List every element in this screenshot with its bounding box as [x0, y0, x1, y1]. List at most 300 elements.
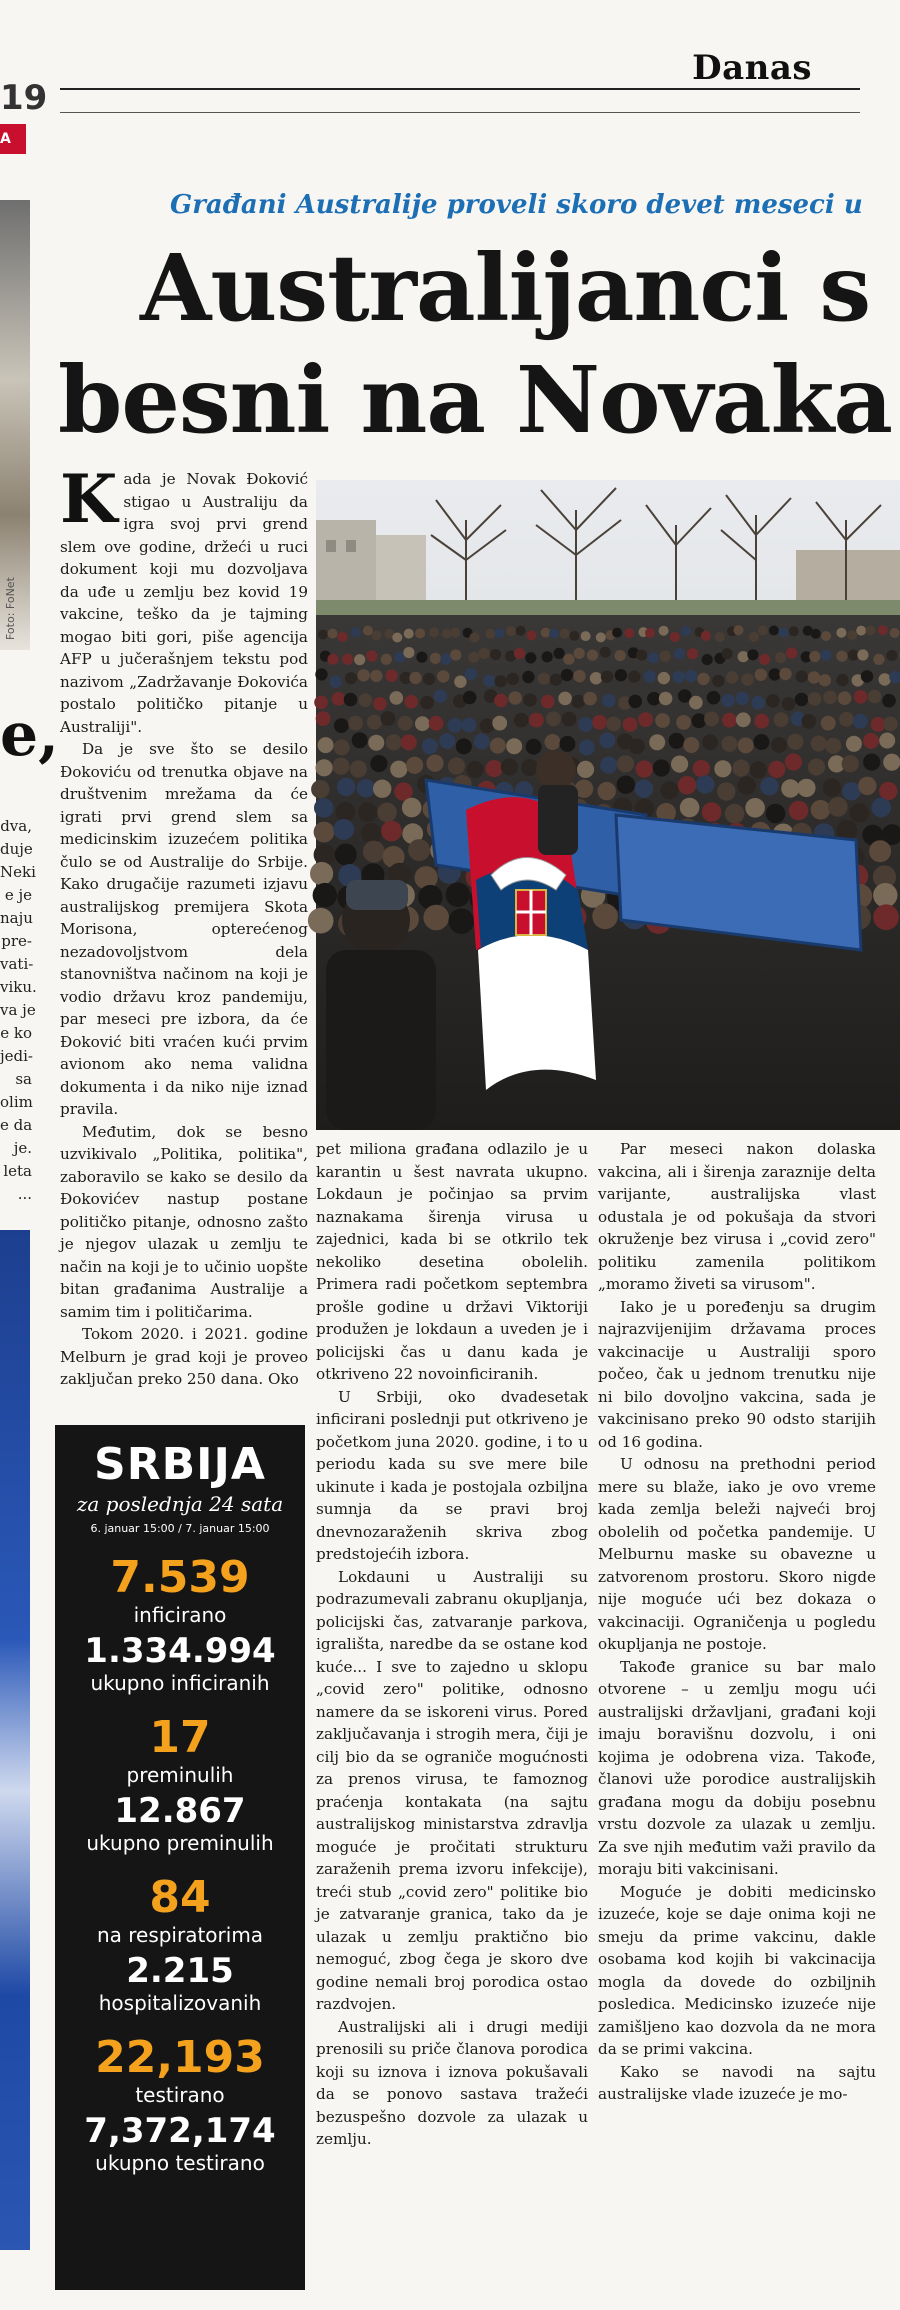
crowd-head	[766, 694, 780, 708]
crowd-head	[318, 737, 334, 753]
crowd-head	[687, 648, 698, 659]
crowd-head	[354, 654, 365, 665]
crowd-head	[334, 718, 349, 733]
crowd-head	[736, 712, 751, 727]
crowd-head	[856, 626, 866, 636]
crowd-head	[786, 648, 797, 659]
paragraph: Takođe granice su bar malo otvorene – u zemlju mogu ući australijski državljani, građani koji imaju boravišnu dozvolu, i oni kojima je odobrena viza. Takođe, članovi uže porodice australijskih građana mogu da dobiju posebnu vrstu dozvole za ulazak u zemlju. Za sve njih međutim važi pravilo da moraju biti vakcinisani.	[598, 1657, 876, 1878]
crowd-head	[334, 739, 350, 755]
crowd-head	[514, 648, 525, 659]
crowd-head	[554, 648, 565, 659]
crowd-head	[811, 800, 831, 820]
paragraph: Kako se navodi na sajtu australijske vlade izuzeće je mo-	[598, 2062, 876, 2103]
crowd-head	[680, 798, 700, 818]
crowd-head	[409, 672, 421, 684]
crowd-head	[381, 711, 396, 726]
crowd-head	[522, 671, 534, 683]
crowd-head	[440, 654, 451, 665]
crowd-head	[747, 649, 758, 660]
crowd-head	[507, 673, 519, 685]
crowd-head	[569, 631, 579, 641]
crowd-head	[796, 670, 808, 682]
crowd-head	[335, 844, 357, 866]
crowd-head	[659, 692, 673, 706]
crowd-head	[490, 649, 501, 660]
crowd-head	[550, 674, 562, 686]
paragraph: Međutim, dok se besno uzvikivalo „Politika, politika", zaboravilo se kako se desilo da Đokovićev nastup postane političko pitanje, odnosno zašto je njegov ulazak u zemlju te način na koji je to učinio uopšte bitan građanima Australije a samim tim i političarima.	[60, 1122, 308, 1321]
crowd-head	[808, 692, 822, 706]
crowd-head	[590, 672, 602, 684]
crowd-head	[778, 627, 788, 637]
paragraph: U Srbiji, oko dvadesetak inficirani poslednji put otkriveno je početkom juna 2020. godine, i to u periodu kada su sve mere bile ukinute i kada je postojala ozbiljna sumnja da se pravi broj dnevnozaraženih skriva zbog predstojećih izbora.	[316, 1387, 588, 1563]
crowd-head	[879, 733, 895, 749]
crowd-head	[314, 798, 334, 818]
crowd-head	[415, 716, 430, 731]
crowd-head	[890, 628, 900, 638]
paragraph: Australijski ali i drugi mediji prenosili su priče članova porodica koji su iznova i iznova pokušavali da se ponovo sastava tražeći bezuspešno dozvole za ulazak u zemlju.	[316, 2017, 588, 2148]
crowd-head	[344, 693, 358, 707]
crowd-head	[314, 822, 335, 843]
crowd-head	[486, 760, 503, 777]
article-headline	[58, 232, 892, 456]
crowd-head	[370, 755, 387, 772]
crowd-head	[883, 754, 900, 771]
crowd-head	[658, 672, 670, 684]
crowd-head	[789, 626, 799, 636]
crowd-head	[332, 758, 349, 775]
crowd-head	[697, 673, 709, 685]
crowd-head	[370, 670, 382, 682]
masthead-rule	[60, 88, 860, 90]
crowd-head	[836, 674, 848, 686]
paragraph: Moguće je dobiti medicinsko izuzeće, koje se daje onima koji ne smeju da prime vakcinu, dakle osobama kod kojih bi vakcinacija mogla da dovede do ozbiljnih posledica. Medicinsko izuzeće nije zamišljeno kao dozvola da ne mora da se primi vakcina.	[598, 1882, 876, 2058]
left-snippet: ...	[17, 1185, 32, 1203]
crowd-head	[821, 716, 836, 731]
crowd-head	[574, 648, 585, 659]
crowd-head	[373, 697, 387, 711]
stats-title: SRBIJA	[94, 1439, 266, 1490]
crowd-head	[508, 691, 522, 705]
left-snippet: va je	[0, 1001, 36, 1019]
crowd-head	[858, 777, 876, 795]
crowd-head	[310, 862, 333, 885]
crowd-head	[558, 692, 572, 706]
crowd-head	[392, 633, 402, 643]
left-snippet: jedi-	[0, 1047, 33, 1065]
crowd-head	[707, 691, 721, 705]
crowd-head	[823, 779, 841, 797]
crowd-head	[797, 779, 815, 797]
crowd-head	[722, 648, 733, 659]
stat-total: 1.334.994	[84, 1631, 276, 1671]
crowd-head	[868, 690, 882, 704]
crowd-head	[669, 733, 685, 749]
crowd-head	[735, 692, 749, 706]
crowd-head	[809, 651, 820, 662]
crowd-head	[404, 695, 418, 709]
crowd-head	[873, 904, 899, 930]
crowd-head	[702, 802, 722, 822]
paragraph: Da je sve što se desilo Đokoviću od trenutka objave na društvenim mrežama da će igrati prvi grend slem sa medicinskim izuzećem politika čulo se od Australije do Srbije. Kako drugačije razumeti izjavu australijskog premijera Skota Morisona, opterećenog nezadovoljstvom dela stanovništva načinom na koji je vodio državu kroz pandemiju, par meseci pre izbora, da će Đoković biti vraćen kući prvim avionom ako nema validna dokumenta i da niko nije iznad pravila.	[60, 740, 308, 1118]
crowd-head	[702, 654, 713, 665]
crowd-head	[782, 697, 796, 711]
crowd-head	[617, 755, 634, 772]
crowd-head	[316, 711, 331, 726]
crowd-head	[426, 755, 443, 772]
left-headline-fragment: e,	[0, 700, 60, 770]
crowd-head	[351, 627, 361, 637]
crowd-head	[581, 631, 591, 641]
headline-line-1: Australijanci s	[140, 234, 871, 342]
crowd-head	[775, 652, 786, 663]
crowd-head	[559, 736, 575, 752]
crowd-head	[506, 738, 522, 754]
crowd-head	[752, 696, 766, 710]
crowd-head	[601, 671, 613, 683]
crowd-head	[873, 654, 884, 665]
left-snippet: leta	[3, 1162, 32, 1180]
crowd-head	[468, 652, 479, 663]
crowd-head	[404, 629, 414, 639]
crowd-head	[866, 626, 876, 636]
crowd-head	[385, 670, 397, 682]
crowd-head	[599, 732, 615, 748]
crowd-head	[714, 760, 731, 777]
crowd-head	[434, 689, 448, 703]
crowd-head	[560, 629, 570, 639]
crowd-head	[485, 629, 495, 639]
crowd-head	[722, 713, 737, 728]
crowd-head	[879, 782, 897, 800]
paragraph: Par meseci nakon dolaska vakcina, ali i širenja zaraznije delta varijante, australijska vlast odustala je od pokušaja da stvori okruženje bez virusa i „covid zero" politiku zamenila politikom „moramo živeti sa virusom".	[598, 1140, 876, 1293]
crowd-head	[645, 628, 655, 638]
crowd-head	[373, 780, 391, 798]
crowd-head	[838, 691, 852, 705]
crowd-head	[474, 734, 490, 750]
crowd-head	[738, 737, 754, 753]
crowd-head	[683, 737, 699, 753]
crowd-head	[578, 717, 593, 732]
left-snippet: sa	[15, 1070, 32, 1088]
crowd-head	[332, 692, 346, 706]
crowd-head	[789, 801, 809, 821]
crowd-head	[545, 734, 561, 750]
crowd-head	[377, 803, 397, 823]
crowd-head	[371, 630, 381, 640]
crowd-head	[527, 630, 537, 640]
crowd-head	[769, 626, 779, 636]
crowd-head	[745, 798, 765, 818]
left-photo-fragment-blue	[0, 1230, 30, 2250]
article-column-2	[316, 1138, 588, 2151]
crowd-head	[615, 669, 627, 681]
crowd-head	[333, 819, 354, 840]
crowd-head	[749, 632, 759, 642]
crowd-head	[483, 675, 495, 687]
left-snippet: dva,	[0, 817, 32, 835]
crowd-head	[398, 716, 413, 731]
stat-total: 12.867	[114, 1791, 246, 1831]
stats-subtitle: za poslednja 24 sata	[76, 1492, 284, 1516]
crowd-head	[689, 696, 703, 710]
crowd-head	[415, 628, 425, 638]
crowd-head	[430, 653, 441, 664]
stat-total-label: ukupno testirano	[95, 2151, 265, 2175]
masthead-rule-thin	[60, 112, 860, 113]
crowd-head	[330, 676, 342, 688]
crowd-head	[529, 713, 544, 728]
crowd-head	[674, 648, 685, 659]
crowd-head	[386, 734, 402, 750]
crowd-head	[878, 625, 888, 635]
crowd-head	[836, 651, 847, 662]
crowd-head	[721, 694, 735, 708]
crowd-head	[381, 654, 392, 665]
crowd-head	[649, 734, 665, 750]
left-snippet: naju	[0, 909, 33, 927]
crowd-head	[437, 670, 449, 682]
crowd-head	[406, 757, 423, 774]
crowd-head	[525, 652, 536, 663]
crowd-head	[337, 778, 355, 796]
crowd-head	[523, 693, 537, 707]
crowd-head	[873, 883, 897, 907]
crowd-head	[759, 654, 770, 665]
crowd-head	[808, 671, 820, 683]
crowd-head	[681, 626, 691, 636]
crowd-head	[779, 668, 791, 680]
crowd-head	[644, 670, 656, 682]
section-tag-fragment: A	[0, 124, 26, 154]
crowd-head	[725, 804, 745, 824]
crowd-head	[363, 841, 385, 863]
crowd-head	[842, 755, 859, 772]
crowd-head	[717, 782, 735, 800]
crowd-head	[456, 738, 472, 754]
crowd-head	[521, 759, 538, 776]
crowd-head	[712, 675, 724, 687]
crowd-head	[857, 649, 868, 660]
crowd-head	[439, 733, 455, 749]
crowd-head	[573, 670, 585, 682]
left-snippet: vati-	[0, 955, 34, 973]
crowd-head	[863, 754, 880, 771]
left-snippet: Neki	[0, 863, 36, 881]
crowd-head	[577, 761, 594, 778]
crowd-head	[636, 760, 653, 777]
covid-stats-box	[55, 1425, 305, 2290]
crowd-illustration	[316, 480, 900, 1130]
crowd-head	[612, 628, 622, 638]
stat-total-label: hospitalizovanih	[98, 1991, 262, 2015]
crowd-head	[628, 670, 640, 682]
crowd-head	[628, 695, 642, 709]
stat-label: testirano	[135, 2083, 225, 2107]
crowd-head	[596, 632, 606, 642]
crowd-head	[390, 761, 407, 778]
crowd-head	[422, 738, 438, 754]
crowd-head	[811, 736, 827, 752]
article-column-3	[598, 1138, 876, 2106]
crowd-head	[313, 883, 337, 907]
paragraph: Tokom 2020. i 2021. godine Melburn je grad koji je proveo zaključan preko 250 dana. Oko	[60, 1325, 308, 1388]
crowd-head	[308, 908, 334, 934]
crowd-head	[342, 654, 353, 665]
crowd-head	[846, 736, 862, 752]
stat-label: na respiratorima	[96, 1923, 264, 1947]
crowd-head	[624, 628, 634, 638]
crowd-head	[450, 649, 461, 660]
crowd-head	[670, 632, 680, 642]
crowd-head	[449, 908, 475, 934]
left-snippet: viku.	[0, 978, 37, 996]
crowd-head	[702, 734, 718, 750]
crowd-head	[771, 737, 787, 753]
crowd-head	[600, 757, 617, 774]
crowd-head	[311, 780, 329, 798]
crowd-head	[416, 652, 427, 663]
crowd-head	[602, 694, 616, 708]
crowd-head	[879, 673, 891, 685]
crowd-head	[429, 627, 439, 637]
crowd-head	[750, 761, 767, 778]
crowd-head	[648, 652, 659, 663]
left-snippet: e je	[4, 886, 32, 904]
stats-group-deaths	[55, 1713, 305, 1855]
left-snippet: olim	[0, 1093, 33, 1111]
crowd-head	[854, 690, 868, 704]
stat-value: 17	[149, 1712, 211, 1763]
crowd-head	[465, 668, 477, 680]
crowd-head	[653, 759, 670, 776]
left-snippet: e da	[0, 1116, 33, 1134]
crowd-head	[314, 696, 328, 710]
crowd-head	[863, 733, 879, 749]
crowd-head	[676, 715, 691, 730]
article-kicker: Građani Australije proveli skoro devet meseci u	[170, 190, 863, 220]
article-column-1	[60, 460, 308, 1391]
crowd-head	[774, 712, 789, 727]
crowd-head	[623, 717, 638, 732]
crowd-head	[721, 736, 737, 752]
paragraph: Lokdauni u Australiji su podrazumevali zabranu okupljanja, policijski čas, zatvaranje parkova, igrališta, naredbe da se ostane kod kuće... I sve to zajedno u sklopu „covid zero" politike, odnosno namere da se iskoreni virus. Pored zaključavanja i strogih mera, čiji je cilj bio da se ograniče mogućnosti za prenos virusa, te famoznog praćenja kontakata (na sajtu australijskog ministarstva zdravlja moguće je pročitati strukturu zaraženih prema izvoru infekcije), treći stub „covid zero" politike bio je zatvaranje granica, tako da je ulazak u zemlju praktično bio nemoguć, zbog čega je skoro dve godine nemali broj porodica ostao razdvojen.	[316, 1567, 588, 2013]
crowd-head	[501, 758, 518, 775]
crowd-head	[423, 905, 449, 931]
crowd-head	[480, 718, 495, 733]
crowd-head	[660, 651, 671, 662]
crowd-head	[328, 629, 338, 639]
crowd-head	[615, 650, 626, 661]
stat-total: 7,372,174	[84, 2111, 276, 2151]
crowd-head	[494, 694, 508, 708]
crowd-head	[442, 629, 452, 639]
crowd-head	[808, 759, 825, 776]
crowd-head	[673, 671, 685, 683]
crowd-head	[734, 625, 744, 635]
crowd-head	[348, 716, 363, 731]
crowd-head	[463, 691, 477, 705]
crowd-head	[470, 632, 480, 642]
headline-line-2: besni na Novaka	[58, 346, 892, 454]
crowd-head	[583, 692, 597, 706]
crowd-head	[678, 776, 696, 794]
crowd-head	[839, 712, 854, 727]
crowd-head	[693, 760, 710, 777]
crowd-head	[366, 650, 377, 661]
crowd-head	[886, 650, 897, 661]
crowd-head	[685, 670, 697, 682]
left-snippet: je.	[13, 1139, 32, 1157]
crowd-head	[768, 761, 785, 778]
stats-dates: 6. januar 15:00 / 7. januar 15:00	[90, 1522, 270, 1535]
stat-value: 84	[149, 1872, 211, 1923]
left-snippet: pre-	[1, 932, 32, 950]
crowd-head	[429, 716, 444, 731]
crowd-head	[598, 782, 616, 800]
crowd-head	[561, 669, 573, 681]
crowd-head	[408, 839, 430, 861]
crowd-head	[549, 629, 559, 639]
crowd-head	[358, 802, 378, 822]
crowd-head	[692, 713, 707, 728]
crowd-head	[358, 669, 370, 681]
crowd-head	[363, 626, 373, 636]
crowd-head	[514, 713, 529, 728]
stats-group-infected	[55, 1553, 305, 1695]
crowd-head	[315, 668, 327, 680]
crowd-head	[368, 735, 384, 751]
left-snippet: e ko	[0, 1024, 32, 1042]
crowd-head	[359, 693, 373, 707]
crowd-head	[629, 738, 645, 754]
crowd-head	[318, 630, 328, 640]
paragraph: Iako je u poređenju sa drugim najrazvijenijim državama proces vakcinacije u Australiji sporo počeo, čak u jednom trenutku nije ni bilo dovoljno vakcina, sada je vakcinisano preko 90 odsto starijih od 16 godina.	[598, 1297, 876, 1451]
crowd-head	[336, 802, 356, 822]
crowd-head	[821, 631, 831, 641]
crowd-head	[606, 717, 621, 732]
photo-credit: Foto: FoNet	[4, 577, 17, 640]
crowd-head	[638, 712, 653, 727]
crowd-head	[345, 672, 357, 684]
crowd-head	[647, 692, 661, 706]
crowd-head	[726, 671, 738, 683]
crowd-head	[769, 668, 781, 680]
crowd-head	[401, 734, 417, 750]
crowd-head	[715, 632, 725, 642]
crowd-head	[479, 648, 490, 659]
crowd-head	[760, 777, 778, 795]
crowd-head	[755, 669, 767, 681]
protest-photo	[316, 480, 900, 1130]
crowd-head	[754, 714, 769, 729]
crowd-head	[882, 694, 896, 708]
crowd-head	[836, 628, 846, 638]
crowd-head	[454, 676, 466, 688]
paragraph: U odnosu na prethodni period mere su blaže, iako je ovo vreme kada zemlja beleži najveći broj obolelih od početka pandemije. U Melburnu maske su obavezne u zatvorenom prostoru. Skoro nigde nije moguće ući bez dokaza o vakcinaciji. Ograničenja u pogledu okupljanja ne postoje.	[598, 1455, 876, 1653]
crowd-head	[467, 761, 484, 778]
crowd-head	[738, 776, 756, 794]
crowd-head	[758, 625, 768, 635]
left-snippet: duje	[0, 840, 33, 858]
left-column-fragment	[0, 815, 37, 1206]
crowd-head	[495, 628, 505, 638]
crowd-head	[316, 759, 333, 776]
crowd-head	[655, 713, 670, 728]
crowd-head	[541, 695, 555, 709]
crowd-head	[660, 781, 678, 799]
crowd-head	[869, 840, 891, 862]
crowd-head	[352, 732, 368, 748]
